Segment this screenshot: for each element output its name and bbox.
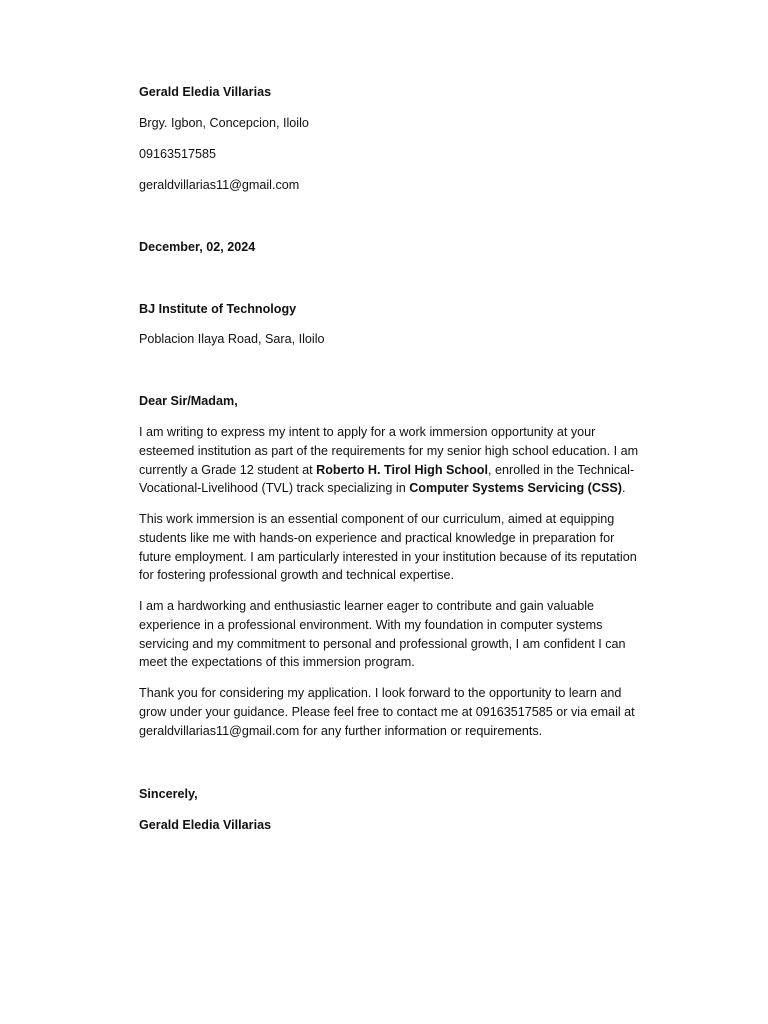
signature-name: Gerald Eledia Villarias xyxy=(139,818,272,832)
track-specialization: Computer Systems Servicing (CSS) xyxy=(409,481,622,496)
sender-address: Brgy. Igbon, Concepcion, Iloilo xyxy=(139,116,309,130)
sender-phone: 09163517585 xyxy=(139,147,217,161)
paragraph-line: This work immersion is an essential component of our curriculum, aimed at equipping xyxy=(139,512,615,526)
paragraph-line: geraldvillarias11@gmail.com for any further information or requirements. xyxy=(139,723,543,738)
paragraph-line: servicing and my commitment to personal and professional growth, I am confident I can xyxy=(139,636,626,651)
body-paragraph-2 xyxy=(139,510,674,585)
paragraph-line: currently a Grade 12 student at Roberto H. Tirol High School, enrolled in the Technical- xyxy=(139,462,635,477)
recipient-address: Poblacion Ilaya Road, Sara, Iloilo xyxy=(139,332,325,346)
closing: Sincerely, xyxy=(139,787,198,801)
paragraph-line: meet the expectations of this immersion program. xyxy=(139,655,415,670)
paragraph-line: grow under your guidance. Please feel free to contact me at 09163517585 or via email at xyxy=(139,704,635,719)
paragraph-line: I am writing to express my intent to apply for a work immersion opportunity at your xyxy=(139,425,596,439)
paragraph-line: experience in a professional environment. With my foundation in computer systems xyxy=(139,617,603,632)
body-paragraph-4 xyxy=(139,684,674,740)
body-paragraph-1 xyxy=(139,423,674,498)
paragraph-line: Thank you for considering my application. I look forward to the opportunity to learn and xyxy=(139,686,622,700)
paragraph-line: I am a hardworking and enthusiastic learner eager to contribute and gain valuable xyxy=(139,599,595,613)
sender-name: Gerald Eledia Villarias xyxy=(139,85,272,99)
paragraph-line: Vocational-Livelihood (TVL) track specializing in Computer Systems Servicing (CSS). xyxy=(139,481,626,496)
letter-date: December, 02, 2024 xyxy=(139,240,256,254)
school-name: Roberto H. Tirol High School xyxy=(316,462,489,477)
paragraph-line: future employment. I am particularly interested in your institution because of its reputation xyxy=(139,549,637,564)
sender-email: geraldvillarias11@gmail.com xyxy=(139,178,300,192)
salutation: Dear Sir/Madam, xyxy=(139,394,238,408)
paragraph-line: students like me with hands-on experience and practical knowledge in preparation for xyxy=(139,530,615,545)
paragraph-line: esteemed institution as part of the requirements for my senior high school education. I am xyxy=(139,443,639,458)
recipient-organization: BJ Institute of Technology xyxy=(139,302,297,316)
paragraph-line: for fostering professional growth and technical expertise. xyxy=(139,568,455,583)
body-paragraph-3 xyxy=(139,597,674,672)
